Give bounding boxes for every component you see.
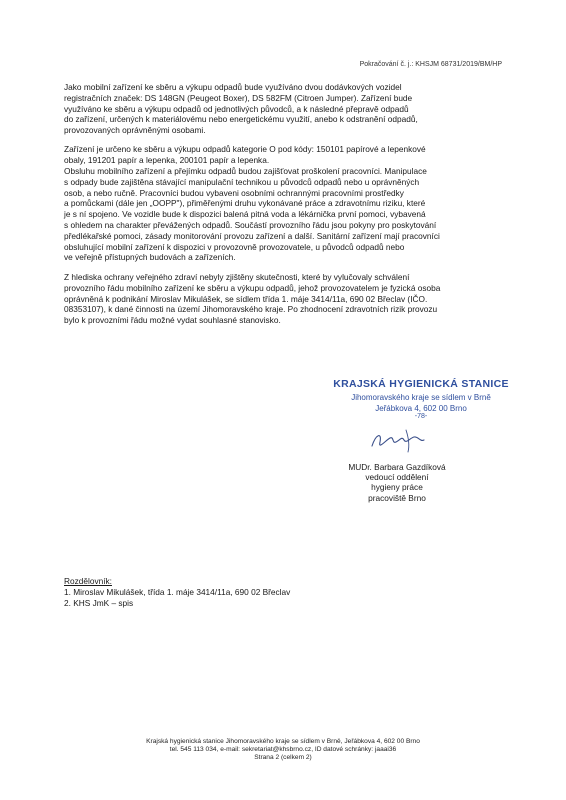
stamp-line-number: -78-	[414, 413, 428, 420]
handwritten-signature	[368, 426, 428, 454]
paragraph-waste-codes	[64, 144, 504, 166]
signatory-workplace: pracoviště Brno	[368, 492, 426, 503]
text-line: provozovaných oprávněnými osobami.	[64, 125, 206, 136]
text-line: Obsluhu mobilního zařízení a přejímku odpadů budou zajišťovat proškolení pracovníci. Manipulace	[64, 166, 427, 176]
stamp-line-title: KRAJSKÁ HYGIENICKÁ STANICE	[333, 378, 509, 390]
text-line: je s ní spojeno. Ve vozidle bude k dispozici balená pitná voda a lékárnička první pomoci, vybavená	[64, 209, 426, 220]
page-number: Strana 2 (celkem 2)	[254, 754, 312, 762]
paragraph-vehicles	[64, 82, 504, 136]
text-line: využíváno ke sběru a výkupu odpadů od jednotlivých původců, a k následné přepravě odpadů	[64, 103, 409, 114]
text-line: provozního řádu mobilního zařízení ke sběru a výkupu odpadů, jehož provozovatelem je fyzická osoba	[64, 282, 441, 293]
text-line: s odpady bude zajištěna stávající manipulační technikou u původců odpadů nebo u oprávněných	[64, 176, 420, 187]
signatory-role: hygieny práce	[371, 482, 423, 493]
text-line: obsluhující mobilní zařízení k dispozici v provozovně provozovatele, u původců odpadů nebo	[64, 241, 405, 252]
text-line: s ohledem na charakter převážených odpadů. Součástí provozního řádu jsou pokyny pro poskytování	[64, 219, 437, 230]
official-stamp	[331, 378, 511, 420]
text-line: Jako mobilní zařízení ke sběru a výkupu odpadů bude využíváno dvou dodávkových vozidel	[64, 82, 402, 92]
footer-address: Krajská hygienická stanice Jihomoravského kraje se sídlem v Brně, Jeřábkova 4, 602 00 Brno	[146, 738, 420, 745]
text-line: 08353107), k dané činnosti na území Jihomoravského kraje. Po zhodnocení zdravotních rizik provozu	[64, 304, 438, 315]
text-line: do zařízení, určených k materiálovému nebo energetickému využití, anebo k odstranění odpadů,	[64, 114, 418, 125]
paragraph-operation	[64, 166, 504, 263]
text-line: osob, a nebo ručně. Pracovníci budou vybaveni osobními ochrannými pracovními prostředky	[64, 187, 404, 198]
stamp-line-seat: Jihomoravského kraje se sídlem v Brně	[351, 393, 491, 402]
text-line: ve veřejně přístupných budovách a zařízeních.	[64, 252, 236, 263]
text-line: Zařízení je určeno ke sběru a výkupu odpadů kategorie O pod kódy: 150101 papírové a lepenkové	[64, 144, 426, 154]
text-line: bylo k provozními řádu možné vydat souhlasné stanovisko.	[64, 315, 281, 326]
continuation-reference: Pokračování č. j.: KHSJM 68731/2019/BM/HP	[359, 61, 502, 68]
paragraph-conclusion	[64, 272, 504, 326]
page-footer	[0, 738, 566, 763]
stamp-line-address: Jeřábkova 4, 602 00 Brno	[375, 404, 467, 413]
distribution-item: 1. Miroslav Mikulášek, třída 1. máje 3414/11a, 690 02 Břeclav	[64, 586, 291, 597]
text-line: předlékařské pomoci, zásady monitorování provozu zařízení a další. Sanitární zařízení mají pracovníci	[64, 230, 440, 241]
signatory-role: vedoucí oddělení	[365, 472, 429, 483]
signatory-block	[322, 462, 472, 503]
text-line: obaly, 191201 papír a lepenka, 200101 papír a lepenka.	[64, 154, 270, 165]
text-line: a pomůckami (dále jen „OOPP"), přiměřenými druhu vykonávané práce a zdravotnímu riziku, které	[64, 198, 426, 209]
text-line: registračních značek: DS 148GN (Peugeot Boxer), DS 582FM (Citroen Jumper). Zařízení bude	[64, 92, 413, 103]
footer-contact: tel. 545 113 034, e-mail: sekretariat@khsbrno.cz, ID datové schránky: jaaai36	[169, 746, 397, 754]
text-line: Z hlediska ochrany veřejného zdraví nebyly zjištěny skutečnosti, které by vylučovaly schválení	[64, 272, 410, 282]
text-line: oprávněná k podnikání Miroslav Mikulášek, se sídlem třída 1. máje 3414/11a, 690 02 Břeclav (IČO.	[64, 293, 428, 304]
signatory-name: MUDr. Barbara Gazdíková	[348, 462, 446, 472]
distribution-item: 2. KHS JmK – spis	[64, 597, 134, 608]
distribution-title: Rozdělovník:	[64, 576, 112, 586]
distribution-list	[64, 576, 290, 608]
